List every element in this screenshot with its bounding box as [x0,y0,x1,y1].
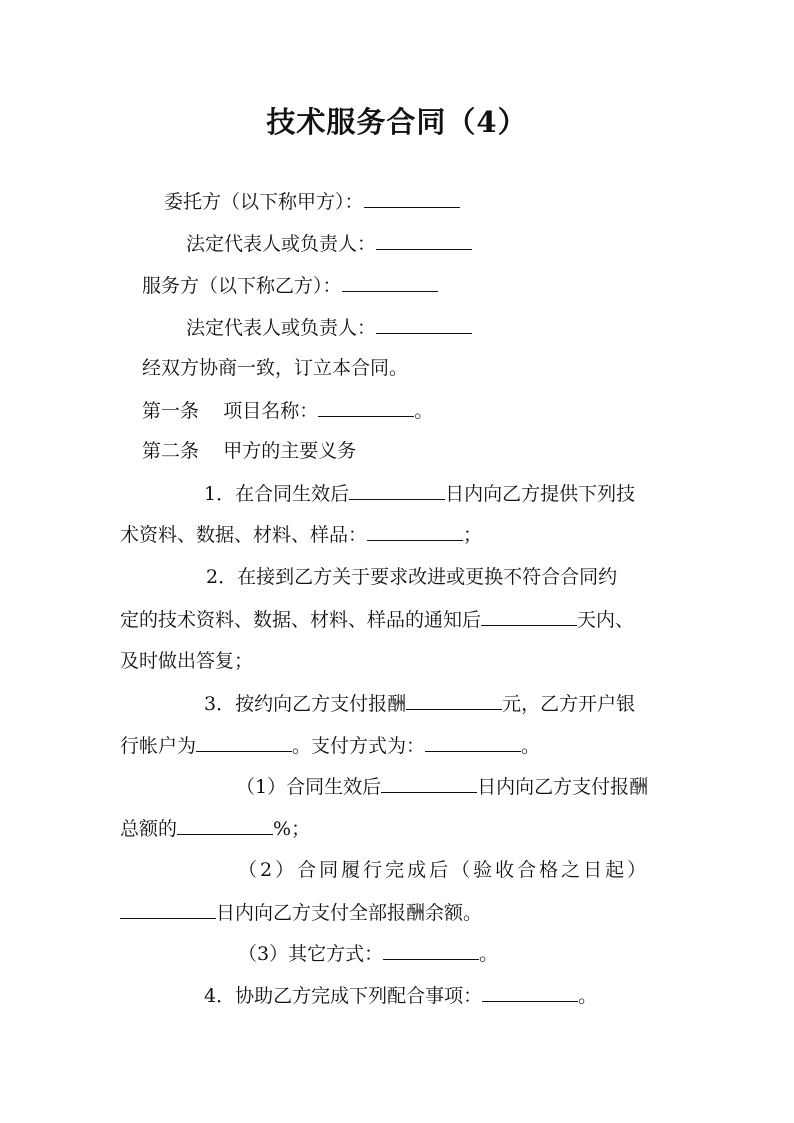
item2-blank-days [481,607,577,626]
article1-end: 。 [414,400,434,422]
client-rep-label: 法定代表人或负责人： [186,233,377,255]
sub3-part-a: （3）其它方式： [238,943,384,965]
item1-part-c: 术资料、数据、材料、样品： [120,524,368,546]
item2-part-b: 天内、 [577,609,635,631]
article2-heading: 第二条 [142,440,200,462]
item3-blank-account [196,733,292,752]
provider-rep-line [186,315,472,340]
provider-blank [342,273,438,292]
provider-rep-blank [376,315,472,334]
sub1-blank-percent [177,816,273,835]
provider-rep-label: 法定代表人或负责人： [186,317,377,339]
page-title: 技术服务合同（4） [266,105,528,139]
sub1-line2 [120,816,310,841]
sub2-blank-days [120,900,216,919]
client-line [164,189,460,214]
item3-blank-amount [406,691,502,710]
client-rep-blank [376,231,472,250]
item2-line2 [120,607,634,632]
item4-line [204,983,597,1008]
sub3-blank [383,941,479,960]
item3-part-d: 。支付方式为： [292,735,426,757]
item3-blank-method [425,733,521,752]
item1-line1 [204,481,635,506]
client-label: 委托方（以下称甲方）： [164,191,364,213]
item3-end: 。 [521,735,541,757]
article2-line [142,439,356,463]
sub1-part-b: 日内向乙方支付报酬 [477,776,649,798]
item3-line1 [204,691,635,716]
sub1-part-c: 总额的 [120,818,178,840]
item1-line2 [120,522,482,547]
item4-end: 。 [578,985,598,1007]
item3-line2 [120,733,540,758]
article1-blank [318,398,414,417]
client-rep-line [186,231,472,256]
sub1-end: %； [273,818,311,840]
sub1-part-a: （1）合同生效后 [236,776,382,798]
item3-part-a: 3．按约向乙方支付报酬 [204,693,407,715]
item4-blank [482,983,578,1002]
article1-label: 项目名称： [223,400,319,422]
sub1-line1 [236,774,648,799]
item1-blank-materials [367,522,463,541]
sub2-line2 [120,900,482,925]
article1-heading: 第一条 [142,400,200,422]
item1-blank-days [349,481,445,500]
item2-line1: 2．在接到乙方关于要求改进或更换不符合合同约 [206,566,618,588]
item4-part-a: 4．协助乙方完成下列配合事项： [204,985,483,1007]
intro-text: 经双方协商一致，订立本合同。 [142,357,409,379]
item2-line3: 及时做出答复； [120,650,254,672]
client-blank [364,189,460,208]
item3-part-b: 元，乙方开户银 [502,693,636,715]
sub2-part-b: 日内向乙方支付全部报酬余额。 [216,902,483,924]
item3-part-c: 行帐户为 [120,735,197,757]
sub3-end: 。 [479,943,499,965]
article1-line [142,398,433,423]
sub2-line1: （2）合同履行完成后（验收合格之日起） [238,859,650,881]
provider-label: 服务方（以下称乙方）： [142,275,342,297]
item1-part-b: 日内向乙方提供下列技 [445,483,636,505]
item2-part-a: 定的技术资料、数据、材料、样品的通知后 [120,609,482,631]
sub3-line [238,941,498,966]
article2-label: 甲方的主要义务 [223,440,357,462]
item1-part-a: 1．在合同生效后 [204,483,350,505]
item1-end: ； [463,524,483,546]
provider-line [142,273,438,298]
sub1-blank-days [381,774,477,793]
